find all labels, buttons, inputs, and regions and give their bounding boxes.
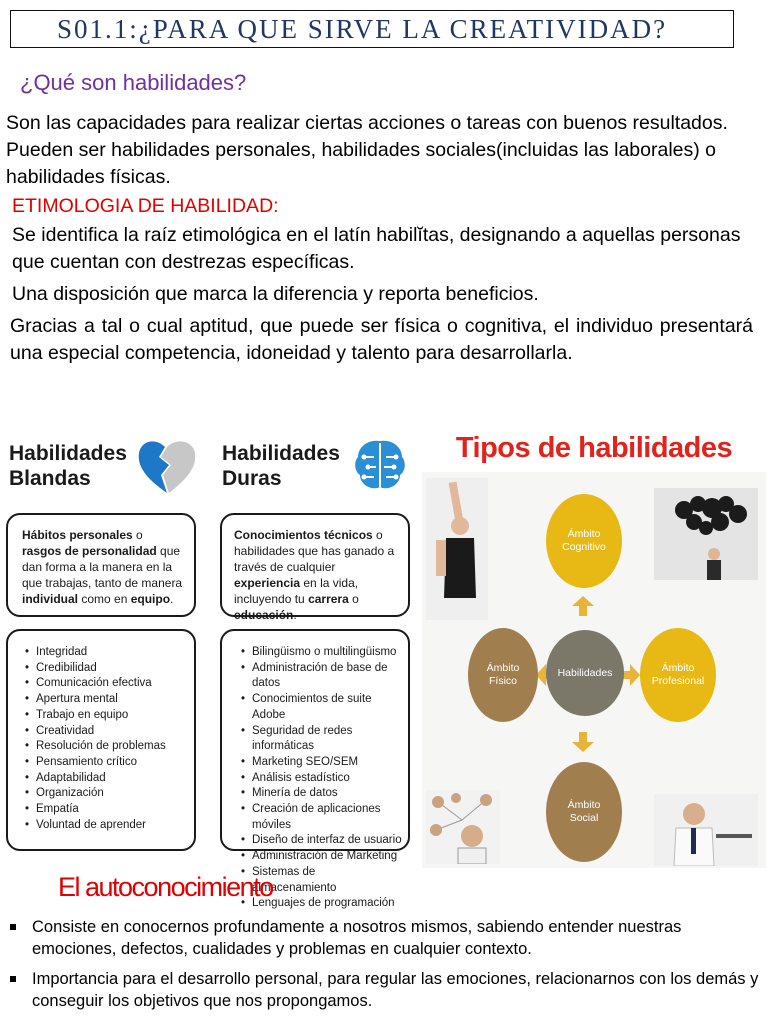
skills-center-circle (546, 630, 624, 716)
bullet-marker (10, 976, 16, 982)
disposition-paragraph: Una disposición que marca la diferencia y reporta beneficios. (12, 283, 539, 305)
list-item: • Minería de datos (252, 786, 402, 802)
soft-def-bold-1: Hábitos personales (22, 528, 133, 542)
brain-icon (350, 435, 410, 495)
professional-domain-circle (640, 628, 716, 722)
list-item: • Voluntad de aprender (36, 818, 188, 834)
list-item: • Resolución de problemas (36, 739, 188, 755)
skill-types-title: Tipos de habilidades (455, 432, 733, 464)
soft-def-text-2: que dan forma a la manera en la que trabajas, tanto de manera (22, 544, 183, 590)
list-item: • Administración de Marketing (252, 849, 402, 865)
cognitive-label-line2: Cognitivo (562, 541, 606, 553)
definition-paragraph: Son las capacidades para realizar ciertas acciones o tareas con buenos resultados. Pueden ser habilidades personales, habilidades sociales(incluidas las laborales) o habilidades físicas. (6, 112, 728, 188)
list-item: • Diseño de interfaz de usuario (252, 833, 402, 849)
soft-skills-list-box (6, 629, 196, 851)
soft-skills-list (22, 645, 188, 833)
list-item: • Trabajo en equipo (36, 708, 188, 724)
arrow-up-icon (572, 596, 594, 616)
soft-skills-title-line1: Habilidades (9, 442, 127, 465)
soft-skills-title-line2: Blandas (9, 467, 91, 490)
bullet-text: Importancia para el desarrollo personal, para regular las emociones, relacionarnos con los demás y conseguir los objetivos que nos propongamos. (32, 970, 759, 1010)
list-item: • Conocimientos de suite Adobe (252, 692, 402, 723)
list-item: • Adaptabilidad (36, 771, 188, 787)
hard-def-bold-2: experiencia (234, 576, 301, 590)
soft-def-text-4: . (170, 592, 174, 606)
hard-def-text-4: . (293, 608, 297, 622)
hard-skills-title-line2: Duras (222, 467, 282, 490)
list-item: • Seguridad de redes informáticas (252, 724, 402, 755)
list-item: • Análisis estadístico (252, 771, 402, 787)
list-item (10, 968, 762, 1012)
physical-domain-circle (468, 628, 538, 722)
hard-def-bold-3: carrera (308, 592, 349, 606)
list-item: • Empatía (36, 802, 188, 818)
list-item: • Administración de base de datos (252, 661, 402, 692)
list-item: • Apertura mental (36, 692, 188, 708)
hard-def-text-3: o (348, 592, 359, 606)
social-label-line2: Social (569, 812, 599, 824)
heart-icon (135, 435, 199, 497)
list-item: • Marketing SEO/SEM (252, 755, 402, 771)
bullet-marker (10, 924, 16, 930)
list-item: • Creatividad (36, 724, 188, 740)
soft-def-text-1: o (132, 528, 143, 542)
stretching-man-photo (426, 478, 488, 620)
soft-skills-definition-box (6, 513, 196, 617)
hard-def-text-2: en la vida, incluyendo tu (234, 576, 359, 606)
network-people-photo (426, 790, 500, 864)
professional-label-line1: Ámbito (661, 662, 695, 674)
list-item: • Creación de aplicaciones móviles (252, 802, 402, 833)
soft-skills-title (9, 441, 127, 491)
list-item: • Sistemas de almacenamiento (252, 865, 402, 896)
physical-label-line2: Físico (488, 675, 517, 687)
skill-types-diagram (422, 472, 766, 868)
etymology-paragraph: Se identifica la raíz etimológica en el latín habilĭtas, designando a aquellas personas que cuentan con destrezas específicas. (12, 224, 741, 273)
hard-skills-list-box (220, 629, 410, 910)
soft-def-bold-4: equipo (130, 592, 171, 606)
hard-skills-title (222, 441, 340, 491)
cognitive-domain-circle (546, 494, 622, 588)
physical-label-line1: Ámbito (486, 662, 520, 674)
list-item (10, 916, 762, 960)
soft-def-text-3: como en (78, 592, 131, 606)
list-item: • Integridad (36, 645, 188, 661)
hard-def-bold-1: Conocimientos técnicos (234, 528, 373, 542)
question-heading: ¿Qué son habilidades? (20, 70, 247, 95)
hard-skills-title-line1: Habilidades (222, 442, 340, 465)
list-item: • Organización (36, 786, 188, 802)
soft-def-bold-2: rasgos de personalidad (22, 544, 157, 558)
professional-label-line2: Profesional (651, 675, 705, 687)
list-item: • Comunicación efectiva (36, 676, 188, 692)
list-item: • Credibilidad (36, 661, 188, 677)
hard-def-text-1: o habilidades que has ganado a través de cualquier (234, 528, 395, 574)
soft-def-bold-3: individual (22, 592, 79, 606)
arrow-down-icon (572, 732, 594, 752)
list-item: • Lenguajes de programación (252, 896, 402, 912)
list-item: • Pensamiento crítico (36, 755, 188, 771)
thinking-man-photo (654, 488, 758, 580)
self-knowledge-heading: El autoconocimiento (58, 872, 273, 902)
social-label-line1: Ámbito (567, 799, 601, 811)
social-domain-circle (546, 762, 622, 862)
aptitude-paragraph: Gracias a tal o cual aptitud, que puede ser física o cognitiva, el individuo presentará una especial competencia, idoneidad y talento para desarrollarla. (10, 315, 753, 364)
cognitive-label-line1: Ámbito (567, 528, 601, 540)
relaxed-worker-photo (654, 794, 758, 866)
list-item: • Bilingüismo o multilingüismo (252, 645, 402, 661)
page-title: S01.1:¿PARA QUE SIRVE LA CREATIVIDAD? (10, 10, 734, 48)
hard-def-bold-4: educación (234, 608, 294, 622)
hard-skills-definition-box (220, 513, 410, 622)
skill-types-infographic (422, 432, 766, 868)
etymology-heading: ETIMOLOGIA DE HABILIDAD: (12, 195, 279, 217)
center-label: Habilidades (557, 666, 613, 679)
bullet-text: Consiste en conocernos profundamente a nosotros mismos, sabiendo entender nuestras emociones, defectos, cualidades y problemas en cualquier contexto. (32, 918, 682, 958)
